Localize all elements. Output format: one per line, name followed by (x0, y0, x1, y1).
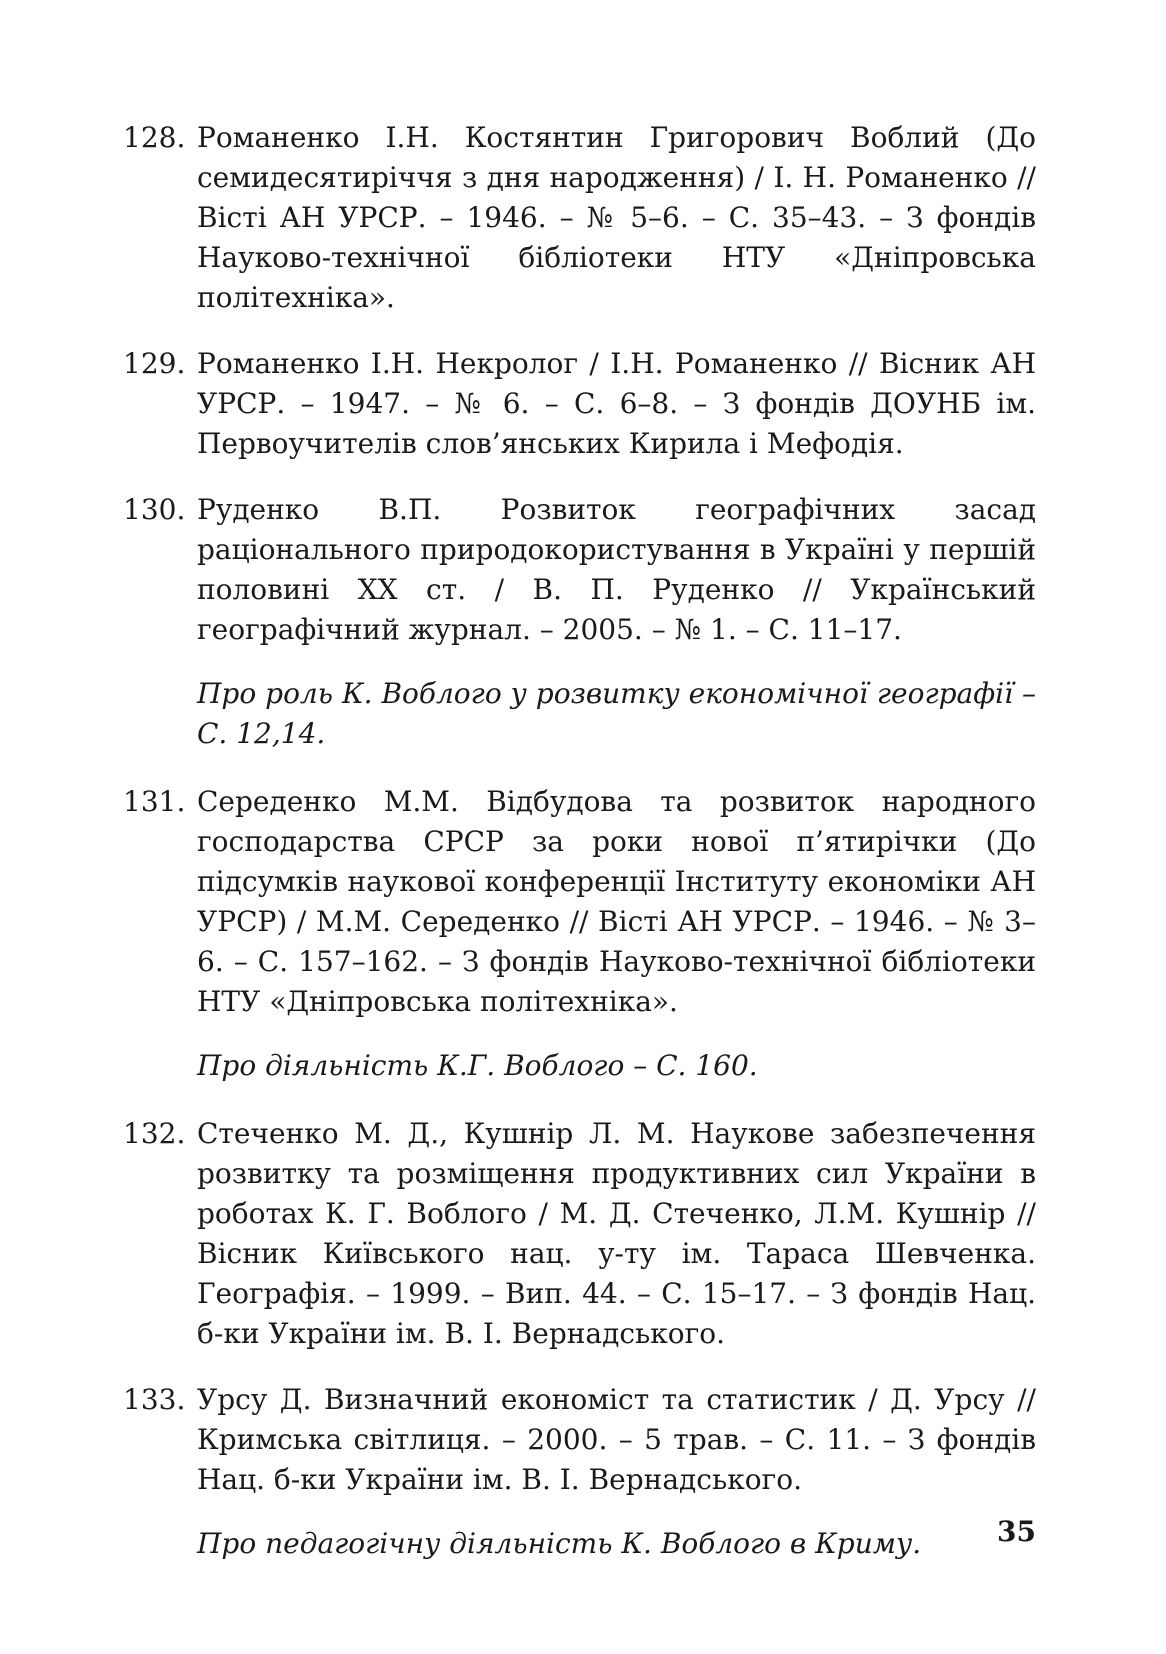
page-number: 35 (997, 1515, 1036, 1548)
entry-text: Середенко М.М. Відбудова та розвиток народного господарства СРСР за роки нової п’ятирічки (До підсумків наукової конференції Інституту економіки АН УРСР) / М.М. Середенко // Вісті АН УРСР. – 1946. – № 3–6. – С. 157–162. – З фондів Науково-технічної бібліотеки НТУ «Дніпровська політехніка». (197, 785, 1036, 1018)
entry-annotation: Про роль К. Воблого у розвитку економічної географії – С. 12,14. (197, 677, 1036, 750)
entry-text: Романенко І.Н. Некролог / І.Н. Романенко // Вісник АН УРСР. – 1947. – № 6. – С. 6–8. – З фондів ДОУНБ ім. Первоучителів слов’янських Кирила і Мефодія. (197, 347, 1036, 460)
bibliography-entry-131 (123, 782, 1036, 1022)
bibliography-list (123, 118, 1036, 1592)
bibliography-entry-128 (123, 118, 1036, 318)
entry-annotation: Про педагогічну діяльність К. Воблого в Криму. (197, 1527, 922, 1560)
bibliography-entry-133 (123, 1380, 1036, 1500)
entry-number: 132. (123, 1117, 186, 1150)
entry-text: Стеченко М. Д., Кушнір Л. М. Наукове забезпечення розвитку та розміщення продуктивних сил України в роботах К. Г. Воблого / М. Д. Стеченко, Л.М. Кушнір // Вісник Київського нац. у-ту ім. Тараса Шевченка. Географія. – 1999. – Вип. 44. – С. 15–17. – З фондів Нац. б-ки України ім. В. І. Вернадського. (197, 1117, 1036, 1350)
bibliography-entry-129 (123, 344, 1036, 464)
bibliography-entry-130 (123, 490, 1036, 650)
entry-annotation: Про діяльність К.Г. Воблого – С. 160. (197, 1049, 758, 1082)
entry-number: 129. (123, 347, 186, 380)
entry-number: 131. (123, 785, 186, 818)
entry-text: Романенко І.Н. Костянтин Григорович Воблий (До семидесятиріччя з дня народження) / І. Н. Романенко // Вісті АН УРСР. – 1946. – № 5–6. – С. 35–43. – З фондів Науково-технічної бібліотеки НТУ «Дніпровська політехніка». (197, 121, 1036, 314)
bibliography-entry-132 (123, 1114, 1036, 1354)
entry-text: Урсу Д. Визначний економіст та статистик / Д. Урсу // Кримська світлиця. – 2000. – 5 трав. – С. 11. – З фондів Нац. б-ки України ім. В. І. Вернадського. (197, 1383, 1036, 1496)
entry-number: 133. (123, 1383, 186, 1416)
entry-number: 130. (123, 493, 186, 526)
entry-text: Руденко В.П. Розвиток географічних засад раціонального природокористування в Україні у першій половині ХХ ст. / В. П. Руденко // Український географічний журнал. – 2005. – № 1. – С. 11–17. (197, 493, 1036, 646)
entry-number: 128. (123, 121, 186, 154)
